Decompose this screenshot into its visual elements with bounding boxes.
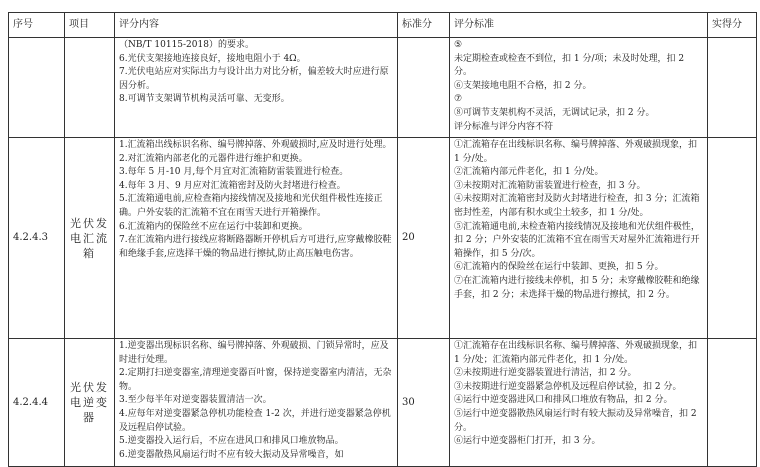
row-actual bbox=[708, 38, 757, 138]
row-no: 4.2.4.3 bbox=[9, 138, 65, 339]
table-row bbox=[9, 138, 757, 339]
criteria-line: ⑦在汇流箱内进行接线未停机，扣 5 分；未穿戴橡胶鞋和绝缘手套，扣 2 分；未选择干燥的物品进行擦拭，扣 2 分。 bbox=[454, 275, 700, 300]
content-line: （NB/T 10115-2018）的要求。 bbox=[119, 40, 254, 50]
row-content bbox=[115, 138, 398, 339]
table-header-row bbox=[9, 13, 757, 38]
criteria-line: ①汇流箱存在出线标识名称、编号牌掉落、外观破损现象，扣 1 分/处；汇流箱内部元件老化，扣 1 分/处。 bbox=[454, 341, 698, 365]
criteria-line: 评分标准与评分内容不符 bbox=[454, 121, 554, 132]
table-row bbox=[9, 38, 757, 138]
content-line: 3.每年 5 月-10 月,每个月宜对汇流箱防雷装置进行检查。 bbox=[119, 167, 349, 178]
content-line: 5.逆变器投入运行后，不应在进风口和排风口堆放物品。 bbox=[119, 436, 344, 447]
criteria-line: ⑥运行中逆变器柜门打开，扣 3 分。 bbox=[454, 436, 601, 447]
header-no: 序号 bbox=[9, 13, 65, 38]
criteria-line: ④运行中逆变器进风口和排风口堆放有物品，扣 2 分。 bbox=[454, 395, 673, 406]
criteria-line: ②汇流箱内部元件老化，扣 1 分/处。 bbox=[454, 167, 604, 178]
row-content bbox=[115, 339, 398, 467]
criteria-line: ③未按期进行逆变器紧急停机及远程启停试验，扣 2 分。 bbox=[454, 381, 682, 392]
row-criteria bbox=[450, 38, 708, 138]
header-actual: 实得分 bbox=[708, 13, 757, 38]
row-score bbox=[398, 38, 450, 138]
row-no bbox=[9, 38, 65, 138]
criteria-line: ⑤运行中逆变器散热风扇运行时有较大振动及异常噪音，扣 2 分。 bbox=[454, 408, 697, 433]
row-criteria bbox=[450, 339, 708, 467]
criteria-line: ③未按期对汇流箱防雷装置进行检查，扣 3 分。 bbox=[454, 180, 646, 191]
row-score: 30 bbox=[398, 339, 450, 467]
row-no: 4.2.4.4 bbox=[9, 339, 65, 467]
content-line: 6.汇流箱内的保险丝不应在运行中装卸和更换。 bbox=[119, 221, 308, 232]
header-item: 项目 bbox=[65, 13, 115, 38]
content-line: 2.对汇流箱内部老化的元器件进行维护和更换。 bbox=[119, 153, 308, 164]
row-criteria bbox=[450, 138, 708, 339]
row-actual bbox=[708, 339, 757, 467]
scoring-table bbox=[8, 12, 757, 467]
content-line: 4.每年 3 月、9 月应对汇流箱密封及防火封堵进行检查。 bbox=[119, 180, 346, 191]
content-line: 4.应每年对逆变器紧急停机功能检查 1-2 次，并进行逆变器紧急停机及远程启停试验。 bbox=[119, 408, 391, 433]
content-line: 1.逆变器出现标识名称、编号牌掉落、外观破损、门锁异常时，应及时进行处理。 bbox=[119, 341, 389, 365]
content-line: 1.汇流箱出线标识名称、编号牌掉落、外观破损时,应及时进行处理。 bbox=[119, 140, 392, 150]
content-line: 7.在汇流箱内进行接线应将断路器断开停机后方可进行,应穿戴橡胶鞋和绝缘手套,应选择干燥的物品进行擦拭,防止高压触电伤害。 bbox=[119, 235, 392, 259]
content-line: 7.光伏电站应对实际出力与设计出力对比分析，偏差较大时应进行原因分析。 bbox=[119, 67, 389, 91]
criteria-line: ⑦ bbox=[454, 94, 463, 105]
criteria-line: ⑥汇流箱内的保险丝在运行中装卸、更换，扣 5 分。 bbox=[454, 262, 664, 273]
criteria-line: ①汇流箱存在出线标识名称、编号牌掉落、外观破损现象，扣 1 分/处。 bbox=[454, 140, 698, 164]
criteria-line: ⑧可调节支架机构不灵活，无调试记录，扣 2 分。 bbox=[454, 107, 655, 118]
content-line: 3.至少每半年对逆变器装置清洁一次。 bbox=[119, 395, 272, 406]
table-row bbox=[9, 339, 757, 467]
row-item: 光伏发电逆变器 bbox=[65, 339, 115, 467]
criteria-line: ②未按期进行逆变器装置进行清洁，扣 2 分。 bbox=[454, 368, 637, 379]
criteria-line: 未定期检查或检查不到位，扣 1 分/项；未及时处理，扣 2 分。 bbox=[454, 53, 685, 78]
header-score: 标准分 bbox=[398, 13, 450, 38]
content-line: 6.逆变器散热风扇运行时不应有较大振动及异常噪音，如 bbox=[119, 449, 344, 460]
content-line: 8.可调节支架调节机构灵活可靠、无变形。 bbox=[119, 94, 290, 105]
row-actual bbox=[708, 138, 757, 339]
content-line: 2.定期打扫逆变器室,清理逆变器百叶窗，保持逆变器室内清洁，无杂物。 bbox=[119, 368, 392, 392]
header-criteria: 评分标准 bbox=[450, 13, 708, 38]
row-item bbox=[65, 38, 115, 138]
criteria-line: ⑥支架接地电阻不合格，扣 2 分。 bbox=[454, 80, 592, 91]
criteria-line: ④未按期对汇流箱密封及防火封堵进行检查，扣 3 分；汇流箱密封性差，内部有积水或尘土较多，扣 1 分/处。 bbox=[454, 194, 700, 218]
row-score: 20 bbox=[398, 138, 450, 339]
header-content: 评分内容 bbox=[115, 13, 398, 38]
content-line: 6.光伏支架接地连接良好，接地电阻小于 4Ω。 bbox=[119, 53, 306, 64]
criteria-line: ⑤汇流箱通电前,未检查箱内接线情况及接地和光伏组件极性，扣 2 分；户外安装的汇流箱不宜在雨雪天对屋外汇流箱进行开箱操作，扣 5 分/次。 bbox=[454, 221, 700, 259]
criteria-line: ⑤ bbox=[454, 40, 463, 50]
row-content bbox=[115, 38, 398, 138]
row-item: 光伏发电汇流箱 bbox=[65, 138, 115, 339]
content-line: 5.汇流箱通电前,应检查箱内接线情况及接地和光伏组件极性连接正确。户外安装的汇流箱不宜在雨雪天进行开箱操作。 bbox=[119, 194, 383, 218]
